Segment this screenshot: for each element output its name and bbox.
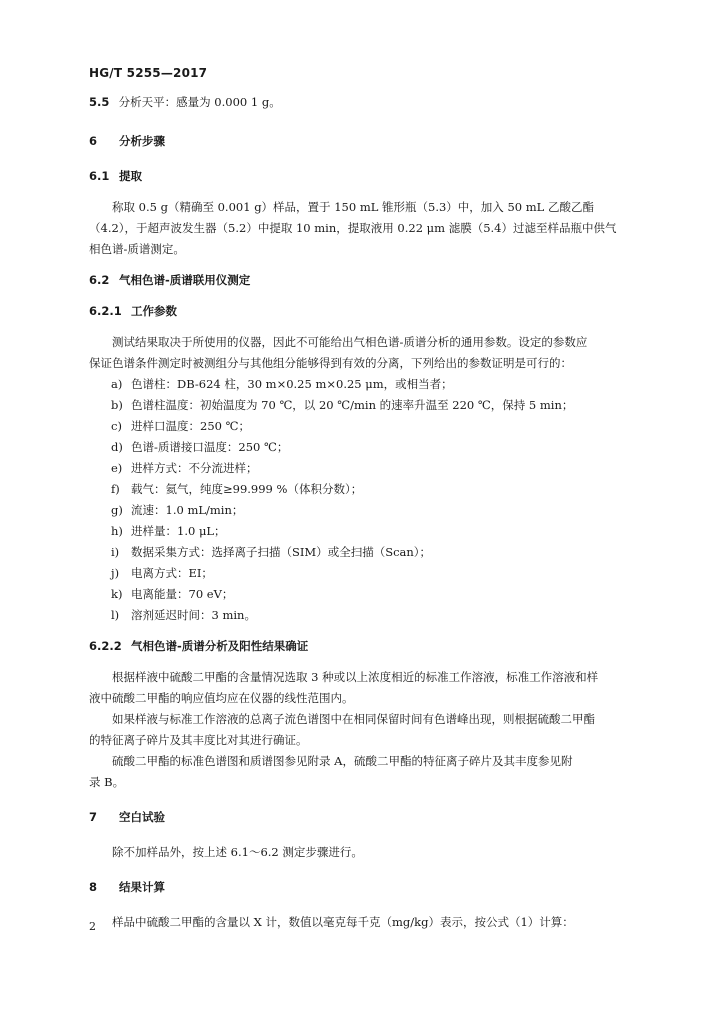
section-title: 结果计算 [119,880,166,894]
list-item-text: 色谱柱：DB-624 柱，30 m×0.25 m×0.25 μm，或相当者； [131,377,453,391]
document-body [89,92,655,933]
section-8-paragraph: 样品中硫酸二甲酯的含量以 X 计，数值以毫克每千克（mg/kg）表示，按公式（1）计算： [112,915,574,929]
list-item-label: h) [111,524,123,538]
section-number: 8 [89,880,98,894]
list-item [89,437,655,458]
list-item-label: c) [111,419,122,433]
list-item-label: e) [111,461,123,475]
paragraph-line: 硫酸二甲酯的标准色谱图和质谱图参见附录 A，硫酸二甲酯的特征离子碎片及其丰度参见附 [112,754,573,768]
list-item [89,416,655,437]
section-5-5 [89,92,655,113]
section-6-1-heading [89,166,655,187]
section-6-2-2-paragraph-1 [89,667,655,709]
section-6-heading [89,131,655,152]
paragraph-line: 相色谱-质谱测定。 [89,242,185,256]
section-title: 空白试验 [119,810,166,824]
list-item-label: k) [111,587,123,601]
list-item [89,500,655,521]
section-6-2-1-heading [89,301,655,322]
list-item [89,458,655,479]
section-6-2-2-paragraph-3 [89,751,655,793]
list-item-label: g) [111,503,123,517]
section-title: 气相色谱-质谱分析及阳性结果确证 [131,639,309,653]
list-item [89,521,655,542]
section-number: 6.2.2 [89,639,122,653]
list-item-text: 进样口温度：250 ℃； [131,419,250,433]
section-text: 分析天平：感量为 0.000 1 g。 [118,95,281,109]
paragraph-line: 录 B。 [89,775,125,789]
list-item-text: 进样方式：不分流进样； [131,461,258,475]
paragraph-line: （4.2），于超声波发生器（5.2）中提取 10 min，提取液用 0.22 μm 滤膜（5.4）过滤至样品瓶中供气 [89,221,617,235]
section-6-1-paragraph [89,197,655,260]
section-6-2-2-paragraph-2 [89,709,655,751]
section-number: 6 [89,134,98,148]
section-6-2-2-heading [89,636,655,657]
list-item [89,605,655,626]
list-item-label: j) [111,566,120,580]
list-item [89,542,655,563]
paragraph-line: 保证色谱条件测定时被测组分与其他组分能够得到有效的分离，下列给出的参数证明是可行的： [89,356,572,370]
section-number: 6.1 [89,169,110,183]
list-item-label: a) [111,377,123,391]
section-7-paragraph: 除不加样品外，按上述 6.1～6.2 测定步骤进行。 [112,845,363,859]
paragraph-line: 的特征离子碎片及其丰度比对其进行确证。 [89,733,308,747]
list-item-label: i) [111,545,120,559]
paragraph-line: 测试结果取决于所使用的仪器，因此不可能给出气相色谱-质谱分析的通用参数。设定的参数应 [112,335,588,349]
list-item [89,395,655,416]
list-item [89,563,655,584]
list-item-text: 色谱-质谱接口温度：250 ℃； [131,440,289,454]
page-number: 2 [89,920,96,933]
list-item-label: d) [111,440,123,454]
section-title: 气相色谱-质谱联用仪测定 [119,273,251,287]
list-item [89,374,655,395]
section-number: 7 [89,810,98,824]
paragraph-line: 根据样液中硫酸二甲酯的含量情况选取 3 种或以上浓度相近的标准工作溶液，标准工作溶液和样 [112,670,599,684]
paragraph-line: 液中硫酸二甲酯的响应值均应在仪器的线性范围内。 [89,691,354,705]
section-number: 6.2 [89,273,110,287]
list-item [89,479,655,500]
paragraph-line: 如果样液与标准工作溶液的总离子流色谱图中在相同保留时间有色谱峰出现，则根据硫酸二甲酯 [112,712,595,726]
list-item-text: 进样量：1.0 μL； [131,524,226,538]
list-item-label: f) [111,482,120,496]
list-item-text: 溶剂延迟时间：3 min。 [131,608,256,622]
list-item-text: 流速：1.0 mL/min； [131,503,244,517]
list-item-text: 数据采集方式：选择离子扫描（SIM）或全扫描（Scan）； [131,545,432,559]
section-number: 6.2.1 [89,304,122,318]
standard-number-header: HG/T 5255—2017 [89,66,208,80]
section-number: 5.5 [89,95,110,109]
list-item-text: 载气：氦气，纯度≥99.999 %（体积分数）； [131,482,363,496]
list-item [89,584,655,605]
section-6-2-heading [89,270,655,291]
list-item-text: 色谱柱温度：初始温度为 70 ℃，以 20 ℃/min 的速率升温至 220 ℃，保持 5 min； [131,398,574,412]
paragraph-line: 称取 0.5 g（精确至 0.001 g）样品，置于 150 mL 锥形瓶（5.3）中，加入 50 mL 乙酸乙酯 [112,200,594,214]
section-6-2-1-intro [89,332,655,374]
parameter-list [89,374,655,626]
list-item-text: 电离方式：EI； [131,566,213,580]
section-title: 提取 [119,169,143,183]
section-7-heading [89,807,655,828]
section-8-heading [89,877,655,898]
list-item-label: b) [111,398,123,412]
section-title: 工作参数 [131,304,178,318]
list-item-label: l) [111,608,120,622]
section-title: 分析步骤 [119,134,166,148]
list-item-text: 电离能量：70 eV； [131,587,234,601]
